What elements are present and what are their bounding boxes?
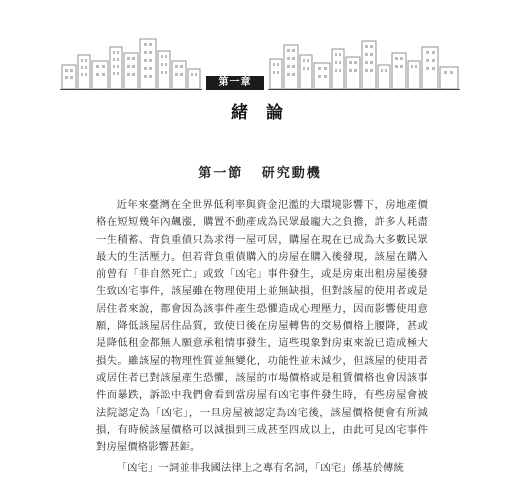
chapter-label: 第一章 xyxy=(206,76,264,90)
section-title: 研究動機 xyxy=(261,166,322,181)
paragraph: 「凶宅」一詞並非我國法律上之專有名詞，「凶宅」係基於傳統 xyxy=(116,462,404,475)
city-skyline-right-illustration xyxy=(268,35,460,90)
section-heading xyxy=(0,162,520,181)
chapter-title: 緒 論 xyxy=(231,103,289,123)
body-text xyxy=(96,197,428,478)
section-number: 第一節 xyxy=(198,166,244,181)
city-skyline-left-illustration xyxy=(60,35,202,90)
paragraph: 近年來臺灣在全世界低利率與資金氾濫的大環境影響下，房地產價格在短短幾年內飆漲，購置不動產成為民眾最龐大之負擔，許多人耗盡一生積蓄、背負重債只為求得一屋可居，購屋在現在已成為大多數民眾最大的生活壓力。但若背負重債購入的房屋在購入後發現，該屋在購入前曾有「非自然死亡」或致「凶宅」事件發生，或是房東出租房屋後發生致凶宅事件，該屋雖在物理使用上並無缺損，但對該屋的使用者或是居住者來說，都會因為該事件產生恐懼造成心理壓力，因而影響使用意願，降低該屋居住品質，致使日後在房屋轉售的交易價格上腰降，甚或是降低租金都無人願意承租情事發生，這些現象對房東來說已造成極大損失。雖該屋的物理性質並無變化，功能性並未減少，但該屋的使用者或居住者已對該屋產生恐懼，該屋的市場價格或是租賃價格也會因該事件而暴跌，訴訟中我們會看到當房屋有凶宅事件發生時，有些房屋會被法院認定為「凶宅」，一旦房屋被認定為凶宅後，該屋價格便會有所減損，有時候該屋價格可以減損到三成甚至四成以上，由此可見凶宅事件對房屋價格影響甚鉅。 xyxy=(96,199,428,454)
